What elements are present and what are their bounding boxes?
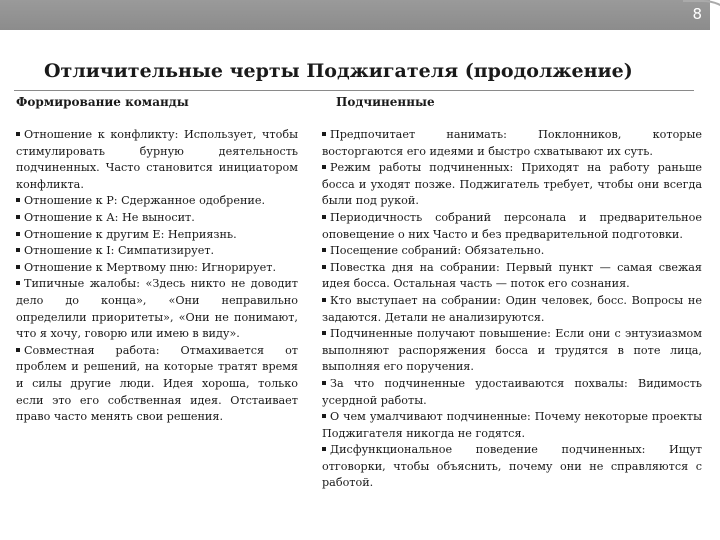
left-column-list [16,127,298,426]
bullet-icon [16,198,20,202]
left-column-heading: Формирование команды [16,95,189,109]
bullet-icon [322,265,326,269]
list-item: Типичные жалобы: «Здесь никто не доводит дело до конца», «Они неправильно определили приоритеты», «Они не понимают, что я хочу, говорю или имею в виду». [16,277,298,341]
bullet-icon [322,414,326,418]
top-bar [0,0,710,30]
bullet-icon [322,381,326,385]
bullet-icon [16,281,20,285]
bullet-icon [322,132,326,136]
bullet-icon [16,215,20,219]
bullet-icon [16,232,20,236]
list-item: Отношение к I: Симпатизирует. [16,243,298,260]
bullet-icon [16,132,20,136]
bullet-icon [322,215,326,219]
bullet-icon [322,447,326,451]
bullet-icon [322,248,326,252]
list-item: Подчиненные получают повышение: Если они с энтузиазмом выполняют распоряжения босса и трудятся в поте лица, выполняя его поручения. [322,327,702,374]
list-item: За что подчиненные удостаиваются похвалы: Видимость усердной работы. [322,376,702,407]
list-item: Предпочитает нанимать: Поклонников, которые восторгаются его идеями и быстро схватывают их суть. [322,128,702,158]
list-item: Дисфункциональное поведение подчиненных: Ищут отговорки, чтобы объяснить, почему они не справляются с работой. [322,443,702,490]
page-number: 8 [692,5,702,23]
list-item: Кто выступает на собрании: Один человек, босс. Вопросы не задаются. Детали не анализируются. [322,293,702,324]
list-item: Совместная работа: Отмахивается от проблем и решений, на которые тратят время и силы другие люди. Идея хороша, только если это его собственная идея. Отстаивает право часто менять свои решения. [16,343,298,424]
bullet-icon [16,248,20,252]
list-item: Отношение к Мертвому пню: Игнорирует. [16,260,298,277]
list-item: Повестка дня на собрании: Первый пункт — самая свежая идея босса. Остальная часть — поток его сознания. [322,260,702,291]
bullet-icon [16,265,20,269]
bullet-icon [322,331,326,335]
list-item: Периодичность собраний персонала и предварительное оповещение о них Часто и без предварительной подготовки. [322,210,702,241]
slide-title: Отличительные черты Поджигателя (продолжение) [44,60,633,82]
right-column-heading: Подчиненные [336,95,435,109]
list-item: О чем умалчивают подчиненные: Почему некоторые проекты Поджигателя никогда не годятся. [322,410,702,440]
right-column-list [322,127,702,492]
list-item: Отношение к А: Не выносит. [16,210,298,227]
title-divider [14,90,694,91]
list-item: Отношение к конфликту: Использует, чтобы стимулировать бурную деятельность подчиненных. Часто становится инициатором конфликта. [16,128,298,191]
list-item: Отношение к другим Е: Неприязнь. [16,227,298,244]
list-item: Посещение собраний: Обязательно. [322,243,702,260]
bullet-icon [322,298,326,302]
list-item: Режим работы подчиненных: Приходят на работу раньше босса и уходят позже. Поджигатель требует, чтобы они всегда были под рукой. [322,161,702,208]
corner-decoration [683,0,720,60]
list-item: Отношение к Р: Сдержанное одобрение. [16,193,298,210]
bullet-icon [16,348,20,352]
bullet-icon [322,165,326,169]
